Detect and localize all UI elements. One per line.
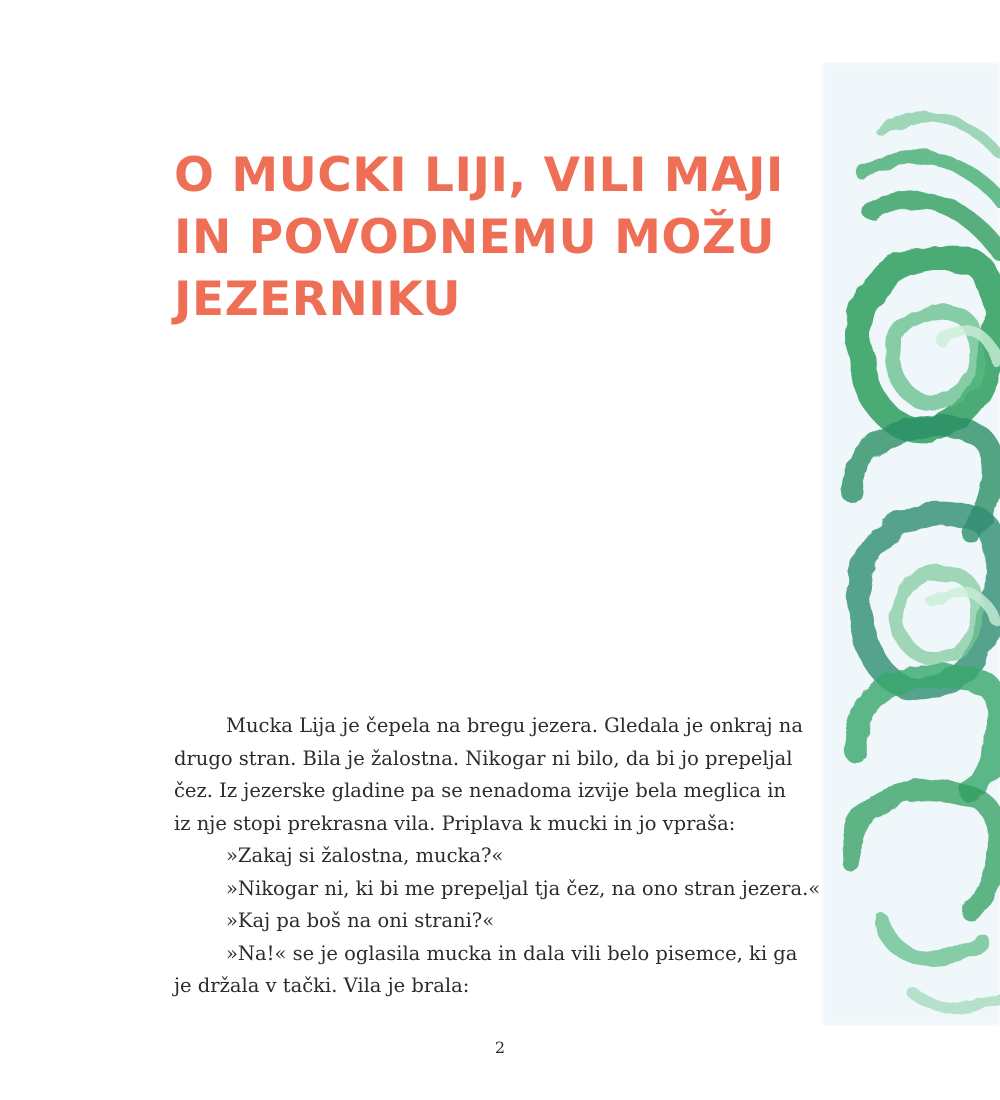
page-number: 2 (494, 1038, 506, 1057)
story-line-3: čez. Iz jezerske gladine pa se nenadoma izvije bela meglica in (174, 779, 786, 802)
watercolor-illustration (822, 62, 1000, 1026)
chapter-title-line-2: IN POVODNEMU MOŽU (174, 210, 776, 265)
dialogue-line-3: »Kaj pa boš na oni strani?« (226, 909, 495, 932)
chapter-title (174, 145, 814, 331)
dialogue-line-2: »Nikogar ni, ki bi me prepeljal tja čez, na ono stran jezera.« (226, 876, 821, 900)
story-line-5: je držala v tački. Vila je brala: (174, 974, 470, 997)
dialogue-line-4: »Na!« se je oglasila mucka in dala vili belo pisemce, ki ga (226, 941, 798, 965)
story-text (174, 710, 826, 1003)
story-line-1: Mucka Lija je čepela na bregu jezera. Gledala je onkraj na (226, 714, 803, 737)
story-line-2: drugo stran. Bila je žalostna. Nikogar ni bilo, da bi jo prepeljal (174, 746, 793, 770)
chapter-title-line-3: JEZERNIKU (174, 272, 462, 327)
dialogue-line-1: »Zakaj si žalostna, mucka?« (226, 844, 504, 867)
story-line-4: iz nje stopi prekrasna vila. Priplava k mucki in jo vpraša: (174, 811, 736, 835)
chapter-title-line-1: O MUCKI LIJI, VILI MAJI (174, 148, 784, 203)
